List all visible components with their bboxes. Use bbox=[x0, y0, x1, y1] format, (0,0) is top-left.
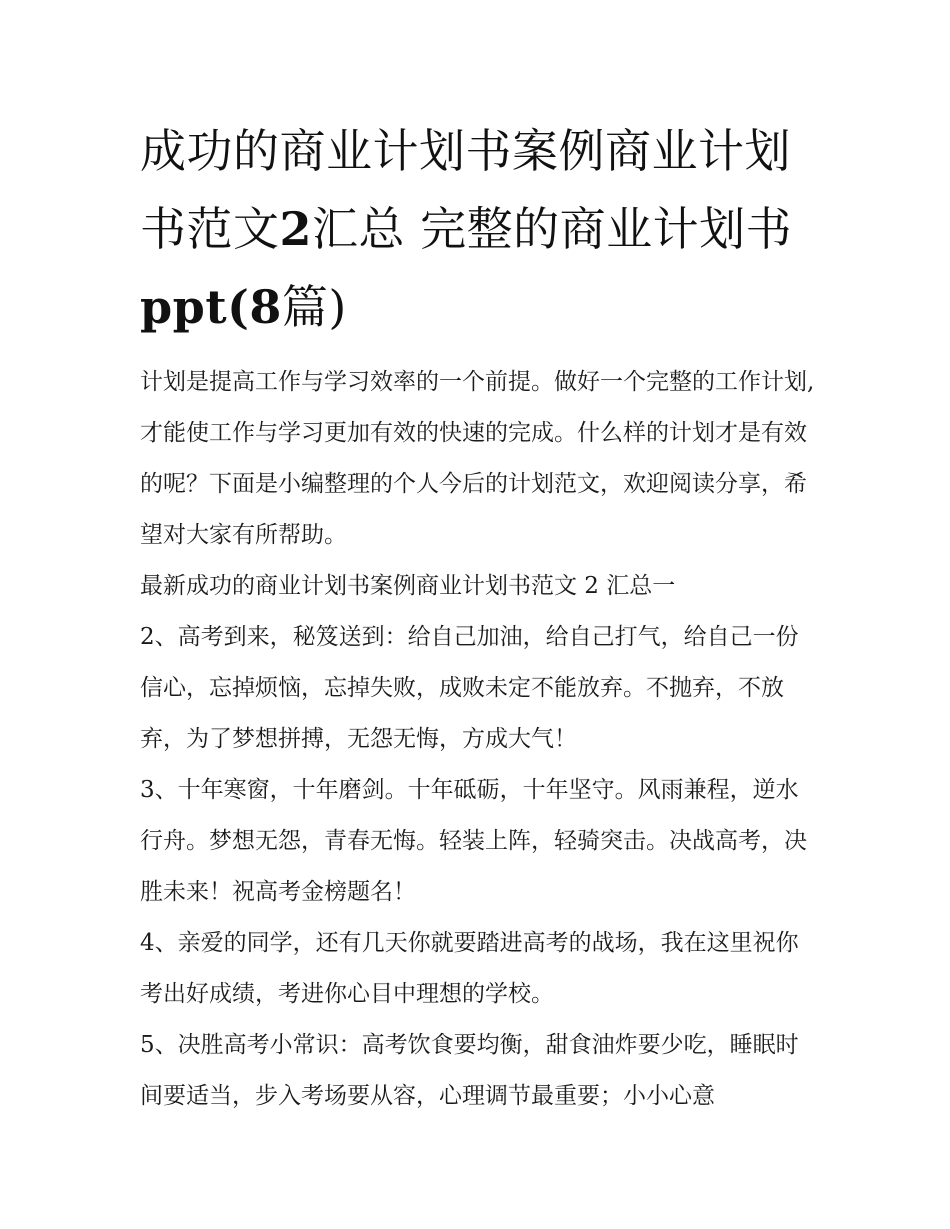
intro-paragraph: 计划是提高工作与学习效率的一个前提。做好一个完整的工作计划,才能使工作与学习更加有效的快速的完成。什么样的计划才是有效的呢？下面是小编整理的个人今后的计划范文，欢迎阅读分享，希望对大家有所帮助。 bbox=[140, 369, 815, 548]
title-part-1: 成功的商业计划书案例商业计划书范文 bbox=[140, 124, 791, 256]
item-paragraph-3: 3、十年寒窗，十年磨剑。十年砥砺，十年坚守。风雨兼程，逆水行舟。梦想无怨，青春无悔。轻装上阵，轻骑突击。决战高考，决胜未来！祝高考金榜题名！ bbox=[140, 777, 807, 905]
document-body bbox=[140, 357, 820, 1122]
document-title bbox=[140, 112, 830, 346]
section-heading: 最新成功的商业计划书案例商业计划书范文 2 汇总一 bbox=[140, 573, 676, 599]
title-part-2: 2 bbox=[279, 202, 313, 256]
item-paragraph-2: 2、高考到来，秘笈送到：给自己加油，给自己打气，给自己一份信心，忘掉烦恼，忘掉失败，成败未定不能放弃。不抛弃，不放弃，为了梦想拼搏，无怨无悔，方成大气！ bbox=[140, 624, 799, 752]
item-paragraph-4: 4、亲爱的同学，还有几天你就要踏进高考的战场，我在这里祝你考出好成绩，考进你心目中理想的学校。 bbox=[140, 930, 799, 1007]
title-part-4: ppt(8 bbox=[140, 280, 282, 334]
item-paragraph-5: 5、决胜高考小常识：高考饮食要均衡，甜食油炸要少吃，睡眠时间要适当，步入考场要从容，心理调节最重要；小小心意 bbox=[140, 1032, 799, 1109]
title-part-5: 篇) bbox=[281, 280, 347, 334]
title-part-3: 汇总 完整的商业计划书 bbox=[312, 202, 793, 256]
